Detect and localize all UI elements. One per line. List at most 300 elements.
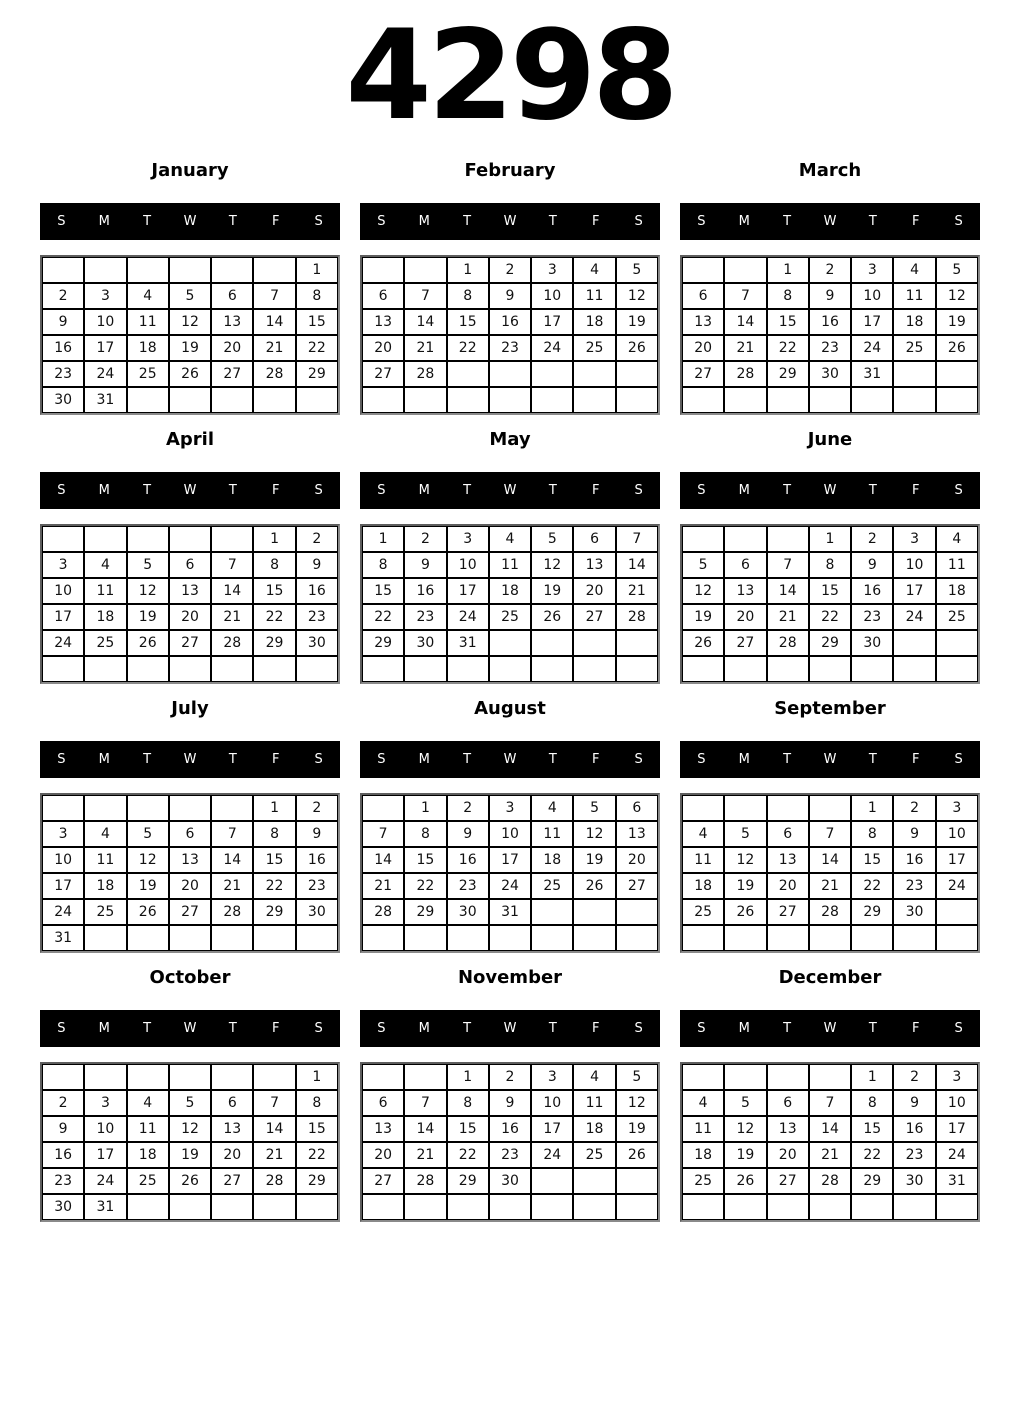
- weekday-label: T: [463, 1021, 472, 1036]
- day-cell-10: 10: [531, 283, 573, 309]
- day-cell-17: 17: [936, 1116, 978, 1142]
- day-cell-11: 11: [573, 1090, 615, 1116]
- day-cell-22: 22: [362, 604, 404, 630]
- day-cell-empty: [404, 257, 446, 283]
- day-cell-26: 26: [936, 335, 978, 361]
- day-cell-15: 15: [404, 847, 446, 873]
- weekday-label: T: [868, 214, 877, 229]
- day-cell-1: 1: [851, 1064, 893, 1090]
- day-cell-6: 6: [573, 526, 615, 552]
- day-cell-4: 4: [936, 526, 978, 552]
- weekday-label: S: [57, 1021, 66, 1036]
- day-cell-7: 7: [404, 283, 446, 309]
- day-cell-16: 16: [809, 309, 851, 335]
- day-cell-empty: [767, 656, 809, 682]
- weekday-label: S: [697, 1021, 706, 1036]
- day-cell-19: 19: [936, 309, 978, 335]
- day-cell-empty: [253, 257, 295, 283]
- day-cell-6: 6: [211, 283, 253, 309]
- day-cell-27: 27: [362, 361, 404, 387]
- day-cell-10: 10: [42, 847, 84, 873]
- day-cell-11: 11: [573, 283, 615, 309]
- day-cell-5: 5: [616, 1064, 658, 1090]
- weekday-label: F: [591, 1021, 600, 1036]
- day-cell-14: 14: [253, 1116, 295, 1142]
- weekday-label: S: [697, 214, 706, 229]
- day-cell-empty: [489, 361, 531, 387]
- day-cell-1: 1: [362, 526, 404, 552]
- day-cell-11: 11: [127, 1116, 169, 1142]
- day-cell-16: 16: [296, 578, 338, 604]
- day-cell-31: 31: [447, 630, 489, 656]
- day-cell-3: 3: [936, 1064, 978, 1090]
- day-cell-1: 1: [404, 795, 446, 821]
- day-cell-11: 11: [893, 283, 935, 309]
- day-cell-empty: [767, 1064, 809, 1090]
- day-cell-16: 16: [42, 1142, 84, 1168]
- weekday-label: W: [503, 1021, 517, 1036]
- day-cell-empty: [404, 387, 446, 413]
- day-cell-empty: [447, 656, 489, 682]
- month-september: [680, 698, 980, 953]
- day-cell-3: 3: [42, 821, 84, 847]
- day-cell-19: 19: [616, 309, 658, 335]
- weekday-label: T: [783, 1021, 792, 1036]
- weekday-label: T: [868, 752, 877, 767]
- day-cell-13: 13: [573, 552, 615, 578]
- day-cell-15: 15: [253, 578, 295, 604]
- weekday-header: [680, 741, 980, 778]
- weekday-header: [40, 472, 340, 509]
- day-cell-empty: [573, 1168, 615, 1194]
- day-cell-25: 25: [682, 1168, 724, 1194]
- day-cell-7: 7: [211, 821, 253, 847]
- day-cell-3: 3: [84, 1090, 126, 1116]
- day-cell-28: 28: [767, 630, 809, 656]
- day-cell-empty: [211, 925, 253, 951]
- month-day-grid: [40, 1062, 340, 1222]
- day-cell-empty: [809, 1064, 851, 1090]
- day-cell-10: 10: [84, 1116, 126, 1142]
- day-cell-2: 2: [447, 795, 489, 821]
- day-cell-20: 20: [169, 873, 211, 899]
- day-cell-25: 25: [573, 335, 615, 361]
- day-cell-8: 8: [296, 283, 338, 309]
- day-cell-24: 24: [531, 1142, 573, 1168]
- weekday-label: T: [228, 1021, 237, 1036]
- day-cell-30: 30: [42, 387, 84, 413]
- day-cell-empty: [42, 795, 84, 821]
- weekday-label: F: [911, 483, 920, 498]
- day-cell-empty: [809, 1194, 851, 1220]
- day-cell-8: 8: [362, 552, 404, 578]
- weekday-label: S: [697, 483, 706, 498]
- day-cell-25: 25: [682, 899, 724, 925]
- day-cell-empty: [531, 1194, 573, 1220]
- day-cell-empty: [404, 1194, 446, 1220]
- day-cell-1: 1: [767, 257, 809, 283]
- weekday-label: M: [738, 752, 750, 767]
- day-cell-8: 8: [447, 1090, 489, 1116]
- day-cell-30: 30: [893, 899, 935, 925]
- day-cell-empty: [296, 1194, 338, 1220]
- day-cell-14: 14: [404, 1116, 446, 1142]
- day-cell-empty: [936, 899, 978, 925]
- day-cell-15: 15: [851, 1116, 893, 1142]
- day-cell-23: 23: [296, 873, 338, 899]
- day-cell-26: 26: [127, 630, 169, 656]
- day-cell-empty: [42, 656, 84, 682]
- day-cell-1: 1: [851, 795, 893, 821]
- day-cell-28: 28: [253, 1168, 295, 1194]
- day-cell-16: 16: [893, 847, 935, 873]
- day-cell-27: 27: [211, 1168, 253, 1194]
- day-cell-30: 30: [296, 630, 338, 656]
- day-cell-25: 25: [127, 361, 169, 387]
- day-cell-5: 5: [724, 821, 766, 847]
- weekday-label: T: [868, 483, 877, 498]
- day-cell-16: 16: [42, 335, 84, 361]
- day-cell-empty: [296, 925, 338, 951]
- month-name: April: [165, 429, 215, 450]
- day-cell-empty: [362, 656, 404, 682]
- day-cell-empty: [42, 257, 84, 283]
- day-cell-29: 29: [767, 361, 809, 387]
- day-cell-16: 16: [296, 847, 338, 873]
- weekday-label: S: [377, 752, 386, 767]
- day-cell-empty: [489, 387, 531, 413]
- month-day-grid: [680, 1062, 980, 1222]
- weekday-label: F: [591, 214, 600, 229]
- day-cell-empty: [404, 925, 446, 951]
- month-day-grid: [680, 255, 980, 415]
- day-cell-4: 4: [489, 526, 531, 552]
- day-cell-5: 5: [169, 1090, 211, 1116]
- day-cell-empty: [682, 1194, 724, 1220]
- day-cell-9: 9: [893, 1090, 935, 1116]
- day-cell-empty: [253, 387, 295, 413]
- weekday-label: T: [548, 214, 557, 229]
- day-cell-6: 6: [724, 552, 766, 578]
- weekday-header: [680, 1010, 980, 1047]
- day-cell-21: 21: [767, 604, 809, 630]
- weekday-label: T: [143, 483, 152, 498]
- day-cell-empty: [893, 361, 935, 387]
- weekday-label: M: [418, 483, 430, 498]
- day-cell-28: 28: [809, 1168, 851, 1194]
- day-cell-empty: [531, 1168, 573, 1194]
- month-name: January: [151, 160, 229, 181]
- day-cell-empty: [531, 361, 573, 387]
- day-cell-empty: [573, 899, 615, 925]
- day-cell-6: 6: [767, 1090, 809, 1116]
- day-cell-15: 15: [809, 578, 851, 604]
- day-cell-15: 15: [447, 1116, 489, 1142]
- day-cell-25: 25: [84, 899, 126, 925]
- day-cell-7: 7: [404, 1090, 446, 1116]
- weekday-label: F: [911, 752, 920, 767]
- day-cell-7: 7: [362, 821, 404, 847]
- day-cell-26: 26: [169, 1168, 211, 1194]
- day-cell-23: 23: [893, 1142, 935, 1168]
- day-cell-21: 21: [809, 873, 851, 899]
- day-cell-15: 15: [362, 578, 404, 604]
- month-name: July: [171, 698, 209, 719]
- day-cell-10: 10: [489, 821, 531, 847]
- month-june: [680, 429, 980, 684]
- day-cell-empty: [682, 526, 724, 552]
- day-cell-1: 1: [809, 526, 851, 552]
- day-cell-26: 26: [573, 873, 615, 899]
- month-march: [680, 160, 980, 415]
- day-cell-empty: [127, 526, 169, 552]
- day-cell-21: 21: [211, 604, 253, 630]
- day-cell-11: 11: [84, 578, 126, 604]
- day-cell-15: 15: [296, 1116, 338, 1142]
- day-cell-20: 20: [362, 1142, 404, 1168]
- weekday-header: [680, 472, 980, 509]
- weekday-header: [360, 472, 660, 509]
- day-cell-empty: [682, 1064, 724, 1090]
- day-cell-empty: [616, 387, 658, 413]
- day-cell-19: 19: [169, 335, 211, 361]
- day-cell-25: 25: [84, 630, 126, 656]
- weekday-label: S: [634, 214, 643, 229]
- day-cell-empty: [936, 656, 978, 682]
- weekday-label: T: [548, 483, 557, 498]
- month-day-grid: [40, 793, 340, 953]
- day-cell-21: 21: [211, 873, 253, 899]
- day-cell-12: 12: [616, 1090, 658, 1116]
- day-cell-empty: [362, 387, 404, 413]
- day-cell-27: 27: [682, 361, 724, 387]
- day-cell-13: 13: [767, 1116, 809, 1142]
- day-cell-empty: [809, 795, 851, 821]
- day-cell-27: 27: [169, 899, 211, 925]
- day-cell-17: 17: [489, 847, 531, 873]
- day-cell-23: 23: [447, 873, 489, 899]
- day-cell-empty: [211, 1064, 253, 1090]
- day-cell-22: 22: [296, 1142, 338, 1168]
- day-cell-2: 2: [851, 526, 893, 552]
- day-cell-24: 24: [84, 361, 126, 387]
- day-cell-empty: [809, 387, 851, 413]
- day-cell-empty: [573, 387, 615, 413]
- day-cell-14: 14: [253, 309, 295, 335]
- day-cell-15: 15: [253, 847, 295, 873]
- day-cell-empty: [893, 656, 935, 682]
- day-cell-15: 15: [447, 309, 489, 335]
- day-cell-empty: [84, 656, 126, 682]
- day-cell-4: 4: [682, 821, 724, 847]
- weekday-label: W: [823, 1021, 837, 1036]
- day-cell-9: 9: [851, 552, 893, 578]
- day-cell-7: 7: [253, 283, 295, 309]
- day-cell-empty: [724, 1194, 766, 1220]
- day-cell-empty: [851, 656, 893, 682]
- day-cell-9: 9: [447, 821, 489, 847]
- day-cell-12: 12: [724, 847, 766, 873]
- day-cell-31: 31: [42, 925, 84, 951]
- day-cell-20: 20: [169, 604, 211, 630]
- day-cell-empty: [169, 1064, 211, 1090]
- day-cell-empty: [531, 899, 573, 925]
- day-cell-4: 4: [893, 257, 935, 283]
- day-cell-empty: [362, 257, 404, 283]
- day-cell-10: 10: [936, 1090, 978, 1116]
- day-cell-11: 11: [531, 821, 573, 847]
- weekday-label: T: [463, 483, 472, 498]
- day-cell-4: 4: [682, 1090, 724, 1116]
- day-cell-28: 28: [404, 361, 446, 387]
- day-cell-17: 17: [893, 578, 935, 604]
- weekday-label: T: [548, 752, 557, 767]
- day-cell-empty: [127, 795, 169, 821]
- day-cell-12: 12: [682, 578, 724, 604]
- day-cell-5: 5: [531, 526, 573, 552]
- day-cell-7: 7: [724, 283, 766, 309]
- weekday-label: S: [377, 1021, 386, 1036]
- weekday-label: M: [738, 483, 750, 498]
- day-cell-18: 18: [682, 1142, 724, 1168]
- day-cell-empty: [127, 387, 169, 413]
- day-cell-8: 8: [767, 283, 809, 309]
- day-cell-4: 4: [84, 552, 126, 578]
- day-cell-30: 30: [42, 1194, 84, 1220]
- day-cell-24: 24: [489, 873, 531, 899]
- day-cell-26: 26: [682, 630, 724, 656]
- day-cell-empty: [489, 630, 531, 656]
- month-november: [360, 967, 660, 1222]
- day-cell-empty: [447, 925, 489, 951]
- day-cell-8: 8: [296, 1090, 338, 1116]
- day-cell-17: 17: [42, 604, 84, 630]
- day-cell-empty: [447, 361, 489, 387]
- day-cell-23: 23: [404, 604, 446, 630]
- day-cell-empty: [573, 925, 615, 951]
- day-cell-16: 16: [447, 847, 489, 873]
- day-cell-13: 13: [724, 578, 766, 604]
- day-cell-18: 18: [489, 578, 531, 604]
- day-cell-16: 16: [893, 1116, 935, 1142]
- day-cell-5: 5: [573, 795, 615, 821]
- day-cell-9: 9: [489, 283, 531, 309]
- day-cell-26: 26: [724, 899, 766, 925]
- day-cell-empty: [809, 656, 851, 682]
- day-cell-19: 19: [169, 1142, 211, 1168]
- weekday-label: S: [954, 1021, 963, 1036]
- day-cell-19: 19: [682, 604, 724, 630]
- day-cell-22: 22: [296, 335, 338, 361]
- day-cell-1: 1: [296, 257, 338, 283]
- day-cell-16: 16: [489, 309, 531, 335]
- day-cell-empty: [211, 257, 253, 283]
- calendar-grid: [40, 160, 980, 1222]
- day-cell-empty: [447, 1194, 489, 1220]
- day-cell-28: 28: [211, 899, 253, 925]
- day-cell-16: 16: [489, 1116, 531, 1142]
- weekday-header: [360, 203, 660, 240]
- day-cell-21: 21: [253, 335, 295, 361]
- month-name: December: [778, 967, 882, 988]
- day-cell-16: 16: [404, 578, 446, 604]
- weekday-label: F: [591, 752, 600, 767]
- day-cell-28: 28: [404, 1168, 446, 1194]
- day-cell-11: 11: [489, 552, 531, 578]
- day-cell-empty: [447, 387, 489, 413]
- day-cell-28: 28: [809, 899, 851, 925]
- month-name: September: [774, 698, 886, 719]
- day-cell-empty: [724, 1064, 766, 1090]
- day-cell-28: 28: [362, 899, 404, 925]
- month-october: [40, 967, 340, 1222]
- month-name: June: [807, 429, 853, 450]
- weekday-label: W: [823, 214, 837, 229]
- day-cell-23: 23: [296, 604, 338, 630]
- day-cell-1: 1: [253, 526, 295, 552]
- weekday-label: W: [183, 1021, 197, 1036]
- weekday-label: S: [954, 214, 963, 229]
- day-cell-5: 5: [682, 552, 724, 578]
- day-cell-25: 25: [127, 1168, 169, 1194]
- day-cell-1: 1: [296, 1064, 338, 1090]
- day-cell-empty: [489, 1194, 531, 1220]
- day-cell-20: 20: [211, 1142, 253, 1168]
- day-cell-20: 20: [211, 335, 253, 361]
- day-cell-24: 24: [893, 604, 935, 630]
- day-cell-29: 29: [253, 899, 295, 925]
- day-cell-31: 31: [489, 899, 531, 925]
- day-cell-18: 18: [893, 309, 935, 335]
- day-cell-2: 2: [489, 1064, 531, 1090]
- day-cell-18: 18: [531, 847, 573, 873]
- day-cell-empty: [253, 1194, 295, 1220]
- day-cell-12: 12: [127, 578, 169, 604]
- day-cell-26: 26: [169, 361, 211, 387]
- weekday-label: M: [98, 752, 110, 767]
- day-cell-empty: [893, 925, 935, 951]
- weekday-label: S: [634, 483, 643, 498]
- day-cell-6: 6: [767, 821, 809, 847]
- weekday-header: [40, 203, 340, 240]
- day-cell-23: 23: [809, 335, 851, 361]
- day-cell-empty: [362, 795, 404, 821]
- day-cell-3: 3: [531, 257, 573, 283]
- day-cell-3: 3: [893, 526, 935, 552]
- day-cell-empty: [893, 630, 935, 656]
- day-cell-empty: [936, 1194, 978, 1220]
- day-cell-9: 9: [42, 309, 84, 335]
- day-cell-empty: [362, 925, 404, 951]
- day-cell-23: 23: [42, 1168, 84, 1194]
- month-day-grid: [40, 524, 340, 684]
- day-cell-9: 9: [489, 1090, 531, 1116]
- day-cell-12: 12: [169, 309, 211, 335]
- day-cell-29: 29: [296, 361, 338, 387]
- day-cell-31: 31: [936, 1168, 978, 1194]
- day-cell-28: 28: [724, 361, 766, 387]
- day-cell-empty: [616, 925, 658, 951]
- weekday-header: [360, 1010, 660, 1047]
- weekday-label: M: [738, 214, 750, 229]
- weekday-label: T: [228, 214, 237, 229]
- day-cell-4: 4: [127, 1090, 169, 1116]
- day-cell-empty: [404, 656, 446, 682]
- day-cell-empty: [573, 656, 615, 682]
- day-cell-empty: [616, 656, 658, 682]
- day-cell-empty: [489, 656, 531, 682]
- weekday-label: T: [143, 1021, 152, 1036]
